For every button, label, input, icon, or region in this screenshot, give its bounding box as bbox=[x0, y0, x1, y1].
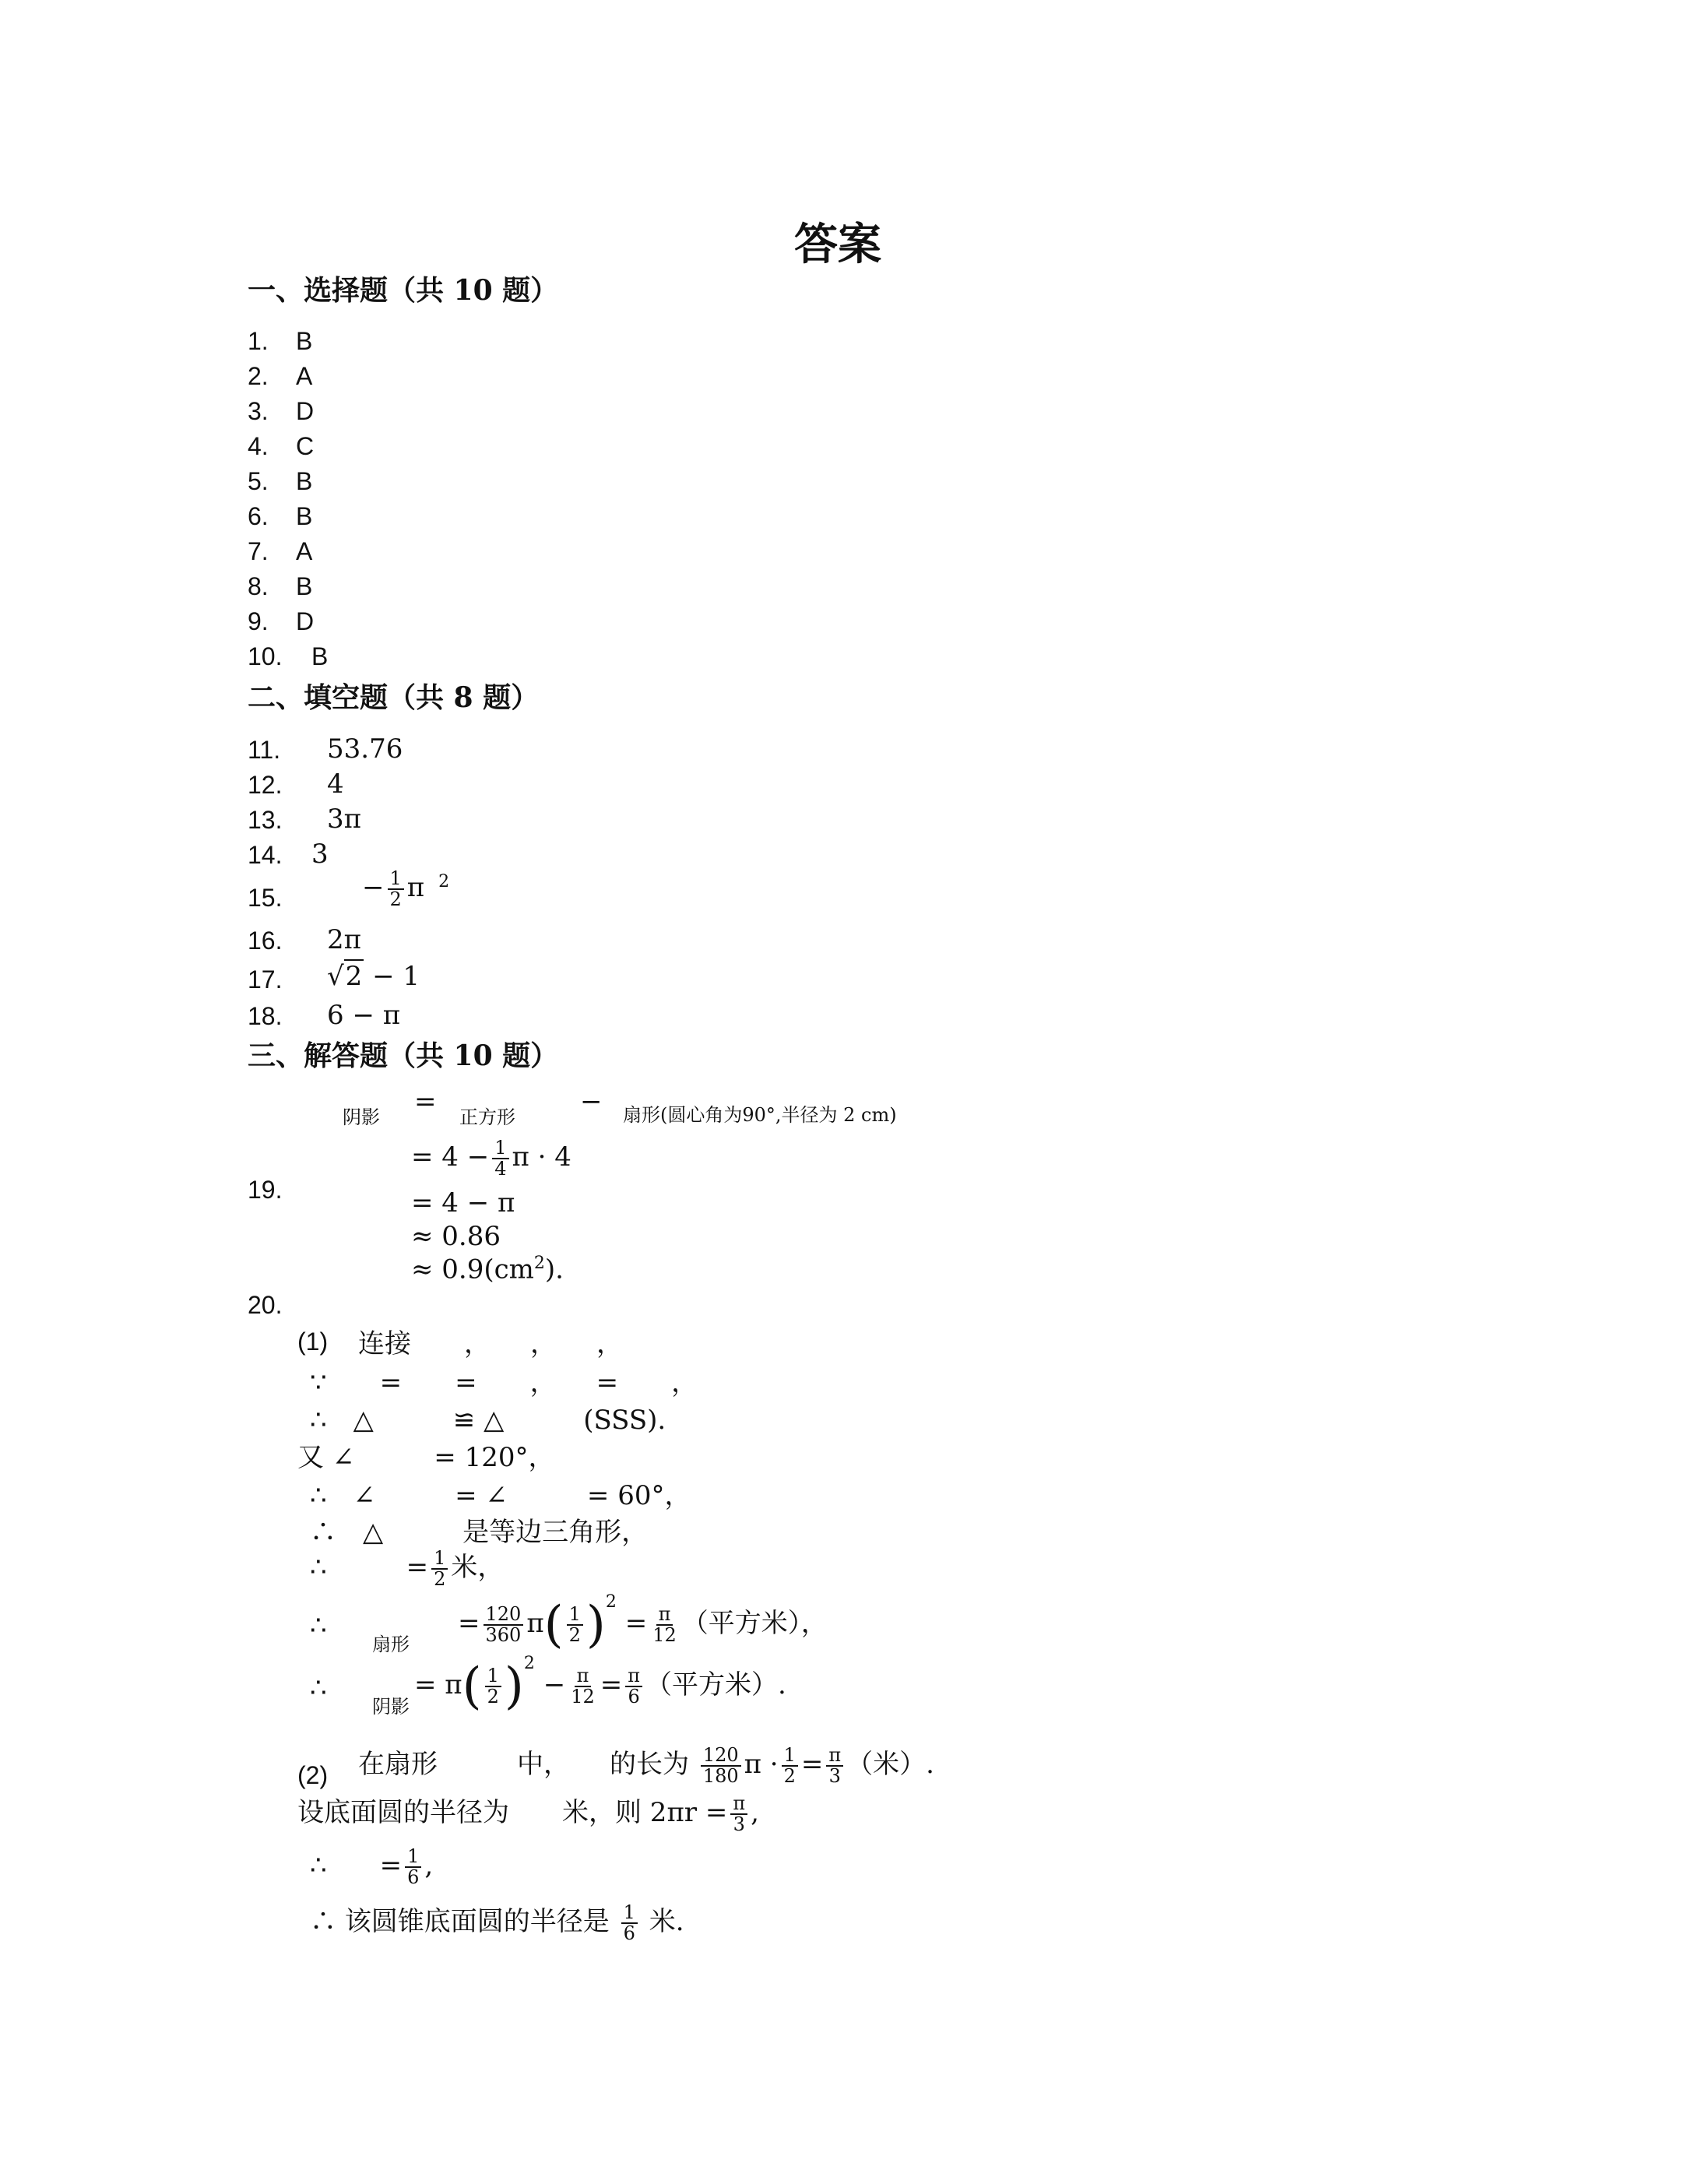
fraction bbox=[650, 1602, 679, 1646]
item-number: 14. bbox=[248, 841, 283, 869]
list-item bbox=[248, 771, 282, 800]
part2-line-2 bbox=[297, 1791, 759, 1834]
unit-label: （平方米）， bbox=[681, 1608, 828, 1639]
therefore-symbol: ∴ bbox=[310, 1672, 327, 1704]
list-item bbox=[248, 965, 282, 994]
equals-sign: = bbox=[624, 1608, 648, 1639]
expr-prefix: 在扇形 中， 的长为 bbox=[358, 1749, 689, 1780]
fraction-numerator: 1 bbox=[485, 1666, 501, 1687]
fraction-numerator: 1 bbox=[388, 869, 404, 890]
expr-prefix: ∴ 该圆锥底面圆的半径是 bbox=[310, 1906, 610, 1937]
item-number: 5. bbox=[248, 467, 269, 495]
list-item bbox=[248, 927, 282, 955]
fraction-denominator: 180 bbox=[702, 1765, 739, 1787]
item-answer: 2π bbox=[327, 924, 361, 955]
fraction-numerator: π bbox=[730, 1794, 747, 1815]
list-item bbox=[248, 537, 313, 566]
list-item bbox=[248, 736, 280, 765]
list-item bbox=[248, 502, 313, 531]
list-item bbox=[248, 607, 315, 636]
list-item bbox=[248, 1002, 282, 1031]
fraction-numerator: π bbox=[625, 1666, 642, 1687]
item-answer: B bbox=[296, 502, 313, 530]
fraction-denominator: 6 bbox=[407, 1866, 420, 1888]
exponent: 2 bbox=[533, 1254, 545, 1273]
item-answer: D bbox=[296, 397, 315, 425]
fraction-numerator: 120 bbox=[701, 1746, 741, 1767]
fraction-denominator: 2 bbox=[487, 1686, 499, 1707]
pi-symbol: π bbox=[406, 872, 425, 904]
item-number: 17. bbox=[248, 965, 283, 994]
item-number: 16. bbox=[248, 927, 283, 955]
subscript-shadow: 阴影 bbox=[372, 1696, 410, 1718]
exponent: 2 bbox=[605, 1592, 617, 1612]
fraction bbox=[730, 1794, 747, 1834]
part2-line-1 bbox=[358, 1743, 934, 1786]
item-number: 9. bbox=[248, 607, 269, 635]
item-number: 1. bbox=[248, 327, 269, 355]
fraction-denominator: 360 bbox=[485, 1624, 522, 1646]
item-number: 18. bbox=[248, 1002, 283, 1030]
list-item bbox=[248, 884, 282, 913]
expr-suffix: π · 4 bbox=[512, 1141, 571, 1173]
item-number: 7. bbox=[248, 537, 269, 565]
item-answer: 6 − π bbox=[327, 1000, 401, 1031]
item-answer: √2 − 1 bbox=[327, 961, 420, 992]
fraction-denominator: 6 bbox=[623, 1922, 635, 1944]
radicand: 2 bbox=[345, 961, 363, 992]
fraction bbox=[568, 1666, 597, 1707]
fraction bbox=[621, 1903, 638, 1943]
item-number: 2. bbox=[248, 362, 269, 390]
proof-line-3: ∴ △ ≌ △ (SSS). bbox=[310, 1405, 666, 1436]
fraction-numerator: 1 bbox=[431, 1549, 448, 1570]
fraction-denominator: 12 bbox=[652, 1624, 677, 1646]
question-number-19: 19. bbox=[248, 1176, 283, 1204]
subscript-square: 正方形 bbox=[459, 1106, 515, 1128]
equation-line-4: ≈ 0.86 bbox=[411, 1221, 501, 1252]
expr-suffix: 米， bbox=[451, 1552, 505, 1583]
fraction bbox=[492, 1138, 508, 1179]
proof-line-6: ∴ △ 是等边三角形， bbox=[310, 1517, 649, 1548]
fraction bbox=[484, 1602, 524, 1646]
fraction-numerator: 1 bbox=[782, 1746, 798, 1767]
expr-suffix: , bbox=[751, 1797, 759, 1828]
fraction bbox=[405, 1847, 421, 1887]
item-number: 3. bbox=[248, 397, 269, 425]
minus-sign: − bbox=[362, 872, 385, 904]
item-answer: D bbox=[296, 607, 315, 635]
item-answer: 4 bbox=[327, 768, 344, 800]
proof-line-2: ∵ = = ， = ， bbox=[310, 1367, 698, 1398]
exponent: 2 bbox=[438, 871, 450, 892]
equation-line-5 bbox=[411, 1254, 564, 1285]
fraction-denominator: 2 bbox=[389, 888, 402, 911]
subscript-sector: 扇形 bbox=[372, 1634, 410, 1655]
fraction bbox=[388, 869, 404, 909]
subscript-shadow: 阴影 bbox=[343, 1106, 380, 1128]
list-item bbox=[248, 642, 329, 671]
item-number: 6. bbox=[248, 502, 269, 530]
item-answer: B bbox=[311, 642, 329, 670]
minus-sign: − bbox=[543, 1669, 566, 1700]
fraction bbox=[826, 1743, 843, 1787]
item-number: 8. bbox=[248, 572, 269, 600]
item-answer: 53.76 bbox=[327, 733, 403, 765]
expr-prefix: ≈ 0.9(cm bbox=[411, 1254, 534, 1285]
fraction bbox=[782, 1743, 798, 1787]
equation-line-2 bbox=[411, 1138, 571, 1179]
fraction-denominator: 12 bbox=[571, 1686, 595, 1707]
fraction-numerator: 1 bbox=[621, 1903, 638, 1924]
expr-suffix: , bbox=[424, 1850, 434, 1881]
fraction bbox=[701, 1743, 741, 1787]
fraction bbox=[625, 1666, 642, 1707]
list-item bbox=[248, 841, 282, 870]
list-item bbox=[248, 467, 313, 496]
item-answer: B bbox=[296, 572, 313, 600]
expr-prefix: 设底面圆的半径为 米，则 2πr = bbox=[297, 1797, 728, 1828]
fraction-numerator: π bbox=[575, 1666, 592, 1687]
proof-line-4: 又 ∠ = 120°， bbox=[297, 1442, 555, 1473]
item-answer: 3π bbox=[327, 804, 361, 835]
item-answer: A bbox=[296, 362, 313, 390]
part-label-2: (2) bbox=[297, 1761, 329, 1789]
question-number-20: 20. bbox=[248, 1291, 283, 1319]
fraction-denominator: 4 bbox=[494, 1158, 507, 1180]
minus-sign: − bbox=[580, 1086, 603, 1117]
list-item bbox=[248, 432, 315, 461]
fraction-denominator: 2 bbox=[434, 1568, 446, 1590]
expr-suffix: 米. bbox=[649, 1906, 684, 1937]
list-item bbox=[248, 362, 313, 391]
proof-line-9: = π( $\frac{1}{2}$ )$^2$ − $\frac{\pi}{12}$ = $\frac{\pi}{6}$ （平方米）. bbox=[414, 1654, 786, 1715]
expr-suffix: ). bbox=[544, 1254, 564, 1285]
fraction-numerator: 1 bbox=[567, 1605, 583, 1626]
pi-symbol: π bbox=[526, 1608, 544, 1639]
item-number: 11. bbox=[248, 736, 281, 764]
list-item bbox=[248, 572, 313, 601]
answer-tail: − 1 bbox=[364, 961, 420, 992]
expr-middle: π · bbox=[744, 1749, 779, 1780]
item-answer: B bbox=[296, 467, 313, 495]
part-label-1: (1) bbox=[297, 1328, 329, 1356]
fraction-numerator: 1 bbox=[405, 1847, 421, 1868]
item-number: 10. bbox=[248, 642, 283, 670]
subscript-sector: 扇形(圆心角为90°,半径为 2 cm) bbox=[623, 1104, 897, 1126]
item-number: 13. bbox=[248, 806, 283, 834]
proof-line-7 bbox=[310, 1546, 504, 1589]
unit-label: （米）. bbox=[846, 1749, 934, 1780]
fraction-denominator: 2 bbox=[783, 1765, 796, 1787]
fraction-numerator: π bbox=[656, 1605, 673, 1626]
expr-prefix: = π bbox=[414, 1669, 462, 1700]
section3-heading: 三、解答题（共 10 题） bbox=[248, 1039, 559, 1072]
proof-line-5: ∴ ∠ = ∠ = 60°， bbox=[310, 1480, 691, 1511]
equals-sign: = bbox=[800, 1749, 824, 1780]
item-answer: 3 bbox=[311, 839, 329, 870]
section2-heading: 二、填空题（共 8 题） bbox=[248, 681, 540, 714]
item-number: 4. bbox=[248, 432, 269, 460]
fraction bbox=[431, 1546, 448, 1590]
unit-label: （平方米）. bbox=[645, 1669, 786, 1700]
fraction-denominator: 2 bbox=[568, 1624, 581, 1646]
fraction-numerator: π bbox=[826, 1746, 843, 1767]
proof-line-1: 连接 ， ， ， bbox=[358, 1328, 623, 1359]
list-item bbox=[248, 806, 282, 835]
expr-prefix: = 4 − bbox=[411, 1141, 490, 1173]
fraction-numerator: 120 bbox=[484, 1605, 524, 1626]
section1-heading: 一、选择题（共 10 题） bbox=[248, 274, 559, 307]
fraction bbox=[485, 1666, 501, 1707]
fraction-denominator: 6 bbox=[628, 1686, 640, 1707]
equation-line-3: = 4 − π bbox=[411, 1187, 515, 1219]
fraction bbox=[567, 1602, 583, 1646]
proof-line-8: = $\frac{120}{360}$ π( $\frac{1}{2}$ )$^2$ = $\frac{\pi}{12}$ （平方米）， bbox=[458, 1592, 828, 1654]
part2-line-3 bbox=[310, 1844, 433, 1887]
fraction-numerator: 1 bbox=[492, 1138, 508, 1159]
item-number: 12. bbox=[248, 771, 283, 799]
exponent: 2 bbox=[523, 1654, 535, 1673]
item-number: 15. bbox=[248, 884, 283, 912]
item-answer bbox=[362, 869, 449, 909]
expr-prefix: ∴ = bbox=[310, 1850, 403, 1881]
equals-sign: = bbox=[458, 1608, 480, 1639]
item-answer: C bbox=[296, 432, 315, 460]
list-item bbox=[248, 397, 315, 426]
item-answer: B bbox=[296, 327, 313, 355]
equals-sign: = bbox=[414, 1086, 437, 1117]
item-answer: A bbox=[296, 537, 313, 565]
fraction-denominator: 3 bbox=[828, 1765, 841, 1787]
part2-line-4 bbox=[310, 1900, 684, 1943]
fraction-denominator: 3 bbox=[733, 1813, 745, 1835]
page-title: 答案 bbox=[794, 219, 881, 270]
therefore-symbol: ∴ bbox=[310, 1610, 327, 1641]
list-item bbox=[248, 327, 313, 356]
expr-prefix: ∴ = bbox=[310, 1552, 429, 1583]
equals-sign: = bbox=[600, 1669, 623, 1700]
